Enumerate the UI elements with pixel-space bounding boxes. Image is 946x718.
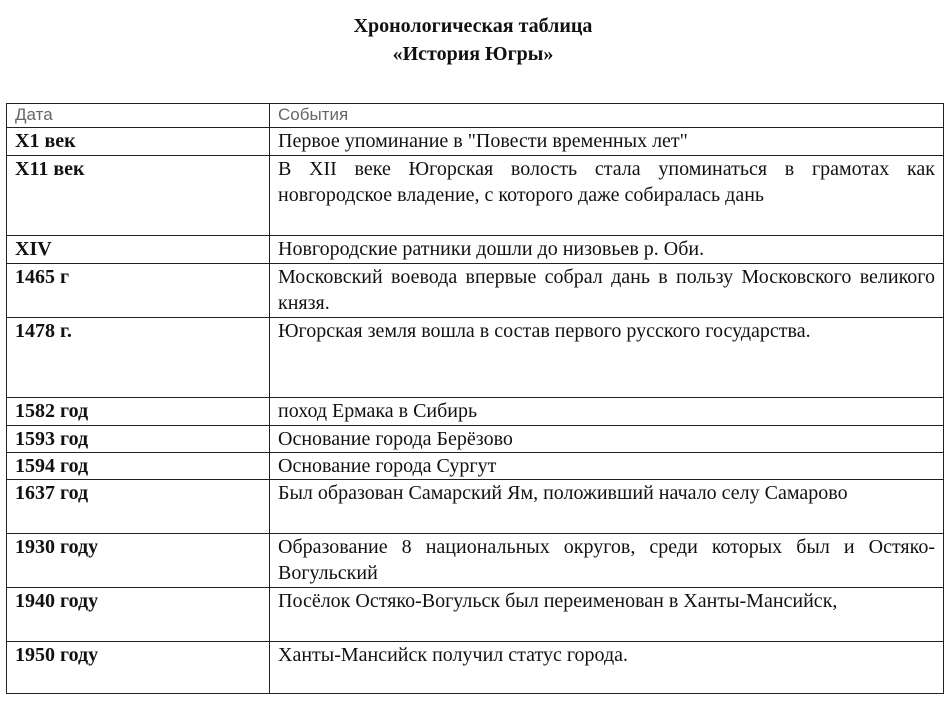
row-event: Новгородские ратники дошли до низовьев р. Оби. <box>270 236 944 264</box>
row-date: 1478 г. <box>7 318 270 398</box>
row-date: 1950 году <box>7 642 270 694</box>
table-row <box>7 480 944 534</box>
header-date: Дата <box>7 104 270 128</box>
row-event: Посёлок Остяко-Вогульск был переименован в Ханты-Мансийск, <box>270 588 944 642</box>
table-row <box>7 453 944 480</box>
row-date: 1465 г <box>7 264 270 318</box>
document-title <box>0 12 946 68</box>
table-row <box>7 156 944 236</box>
row-event: Югорская земля вошла в состав первого русского государства. <box>270 318 944 398</box>
row-event: Образование 8 национальных округов, среди которых был и Остяко-Вогульский <box>270 534 944 588</box>
row-date: 1940 году <box>7 588 270 642</box>
header-events: События <box>270 104 944 128</box>
row-date: 1582 год <box>7 398 270 426</box>
row-date: XIV <box>7 236 270 264</box>
table-row <box>7 426 944 453</box>
row-event: Основание города Берёзово <box>270 426 944 453</box>
table-row <box>7 588 944 642</box>
title-line-1: Хронологическая таблица <box>353 15 593 37</box>
row-event: поход Ермака в Сибирь <box>270 398 944 426</box>
chronology-table <box>6 103 944 694</box>
table-row <box>7 128 944 156</box>
title-line-2: «История Югры» <box>392 43 554 65</box>
row-date: 1594 год <box>7 453 270 480</box>
row-date: Х1 век <box>7 128 270 156</box>
table-row <box>7 534 944 588</box>
row-event: Был образован Самарский Ям, положивший начало селу Самарово <box>270 480 944 534</box>
row-date: 1930 году <box>7 534 270 588</box>
row-event: Первое упоминание в "Повести временных лет" <box>270 128 944 156</box>
table-row <box>7 642 944 694</box>
row-date: Х11 век <box>7 156 270 236</box>
row-date: 1593 год <box>7 426 270 453</box>
row-date: 1637 год <box>7 480 270 534</box>
table-row <box>7 236 944 264</box>
row-event: Московский воевода впервые собрал дань в пользу Московского великого князя. <box>270 264 944 318</box>
table-row <box>7 398 944 426</box>
table-row <box>7 264 944 318</box>
row-event: Ханты-Мансийск получил статус города. <box>270 642 944 694</box>
row-event: В XII веке Югорская волость стала упоминаться в грамотах как новгородское владение, с которого даже собиралась дань <box>270 156 944 236</box>
row-event: Основание города Сургут <box>270 453 944 480</box>
table-header-row <box>7 104 944 128</box>
table-row <box>7 318 944 398</box>
